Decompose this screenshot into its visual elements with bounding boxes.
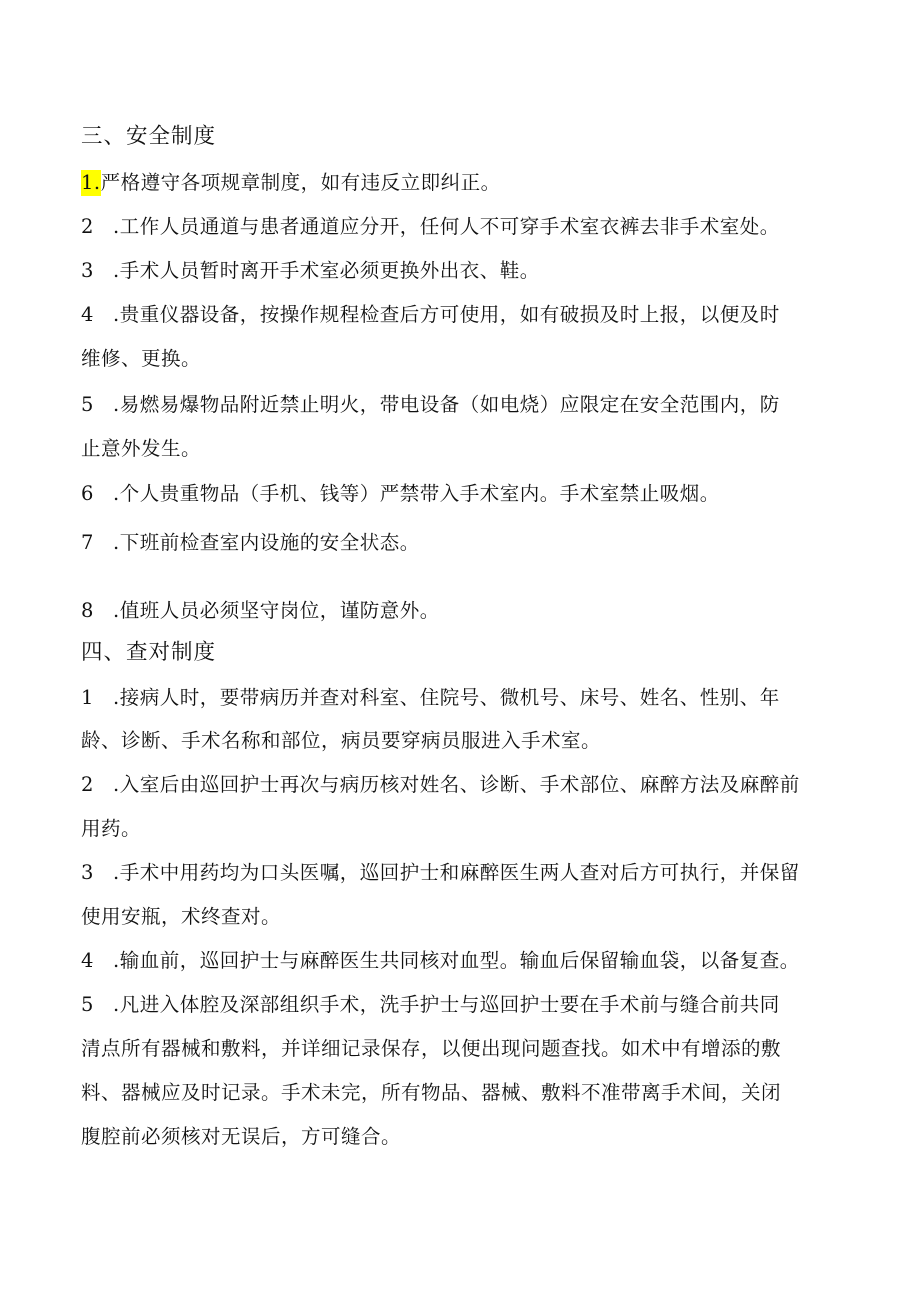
item-number: 4 [81,303,94,326]
item-text: 止意外发生。 [81,437,202,460]
item-number: 6 [81,482,94,505]
section-3-item-2 [81,214,861,240]
section-4-item-2 [81,772,861,798]
item-number: 8 [81,599,94,622]
item-text: .接病人时，要带病历并查对科室、住院号、微机号、床号、姓名、性别、年 [113,686,780,709]
section-4-item-5-cont-2 [81,1080,861,1106]
item-number: 2 [81,215,94,238]
section-3-item-4-cont [81,346,861,372]
item-number: 1 [81,686,94,709]
item-number: 4 [81,949,94,972]
item-text: .手术中用药均为口头医嘱，巡回护士和麻醉医生两人查对后方可执行，并保留 [113,861,800,884]
item-text: 清点所有器械和敷料，并详细记录保存，以便出现问题查找。如术中有增添的敷 [81,1037,782,1060]
section-3-item-8 [81,598,861,624]
item-text: 使用安瓶，术终查对。 [81,905,282,928]
section-3-item-5 [81,392,861,418]
section-3-title [81,124,861,150]
section-3-item-7 [81,530,861,556]
section-4-item-4 [81,948,861,974]
item-text: .手术人员暂时离开手术室必须更换外出衣、鞋。 [113,259,540,282]
section-4-title-text: 四、查对制度 [81,640,217,665]
item-text: 用药。 [81,817,142,840]
item-text: 龄、诊断、手术名称和部位，病员要穿病员服进入手术室。 [81,729,602,752]
item-number: 5 [81,393,94,416]
section-4-item-2-cont [81,816,861,842]
section-3-item-3 [81,258,861,284]
item-text: .值班人员必须坚守岗位，谨防意外。 [113,599,440,622]
item-text: 腹腔前必须核对无误后，方可缝合。 [81,1125,402,1148]
item-number: 3 [81,861,94,884]
item-text: .易燃易爆物品附近禁止明火，带电设备（如电烧）应限定在安全范围内，防 [113,393,780,416]
section-3-title-text: 三、安全制度 [81,124,217,149]
item-text: .凡进入体腔及深部组织手术，洗手护士与巡回护士要在手术前与缝合前共同 [113,993,780,1016]
section-3-item-4 [81,302,861,328]
section-4-item-5-cont-1 [81,1036,861,1062]
item-text: .下班前检查室内设施的安全状态。 [113,531,420,554]
item-text: 维修、更换。 [81,347,202,370]
item-text: .贵重仪器设备，按操作规程检查后方可使用，如有破损及时上报，以便及时 [113,303,780,326]
section-4-item-5 [81,992,861,1018]
section-3-item-1 [81,170,861,196]
item-number-highlighted: 1. [81,171,101,194]
section-4-item-1-cont [81,728,861,754]
section-4-title [81,640,861,666]
section-3-item-6 [81,481,861,507]
section-4-item-3 [81,860,861,886]
item-text: 料、器械应及时记录。手术未完，所有物品、器械、敷料不准带离手术间，关闭 [81,1081,782,1104]
section-4-item-3-cont [81,904,861,930]
item-text: .工作人员通道与患者通道应分开，任何人不可穿手术室衣裤去非手术室处。 [113,215,780,238]
section-4-item-5-cont-3 [81,1124,861,1150]
item-text: 严格遵守各项规章制度，如有违反立即纠正。 [100,171,501,194]
item-number: 5 [81,993,94,1016]
item-text: .入室后由巡回护士再次与病历核对姓名、诊断、手术部位、麻醉方法及麻醉前 [113,773,800,796]
item-text: .输血前，巡回护士与麻醉医生共同核对血型。输血后保留输血袋，以备复查。 [113,949,800,972]
section-3-item-5-cont [81,436,861,462]
section-4-item-1 [81,685,861,711]
item-text: .个人贵重物品（手机、钱等）严禁带入手术室内。手术室禁止吸烟。 [113,482,720,505]
item-number: 2 [81,773,94,796]
item-number: 7 [81,531,94,554]
item-number: 3 [81,259,94,282]
